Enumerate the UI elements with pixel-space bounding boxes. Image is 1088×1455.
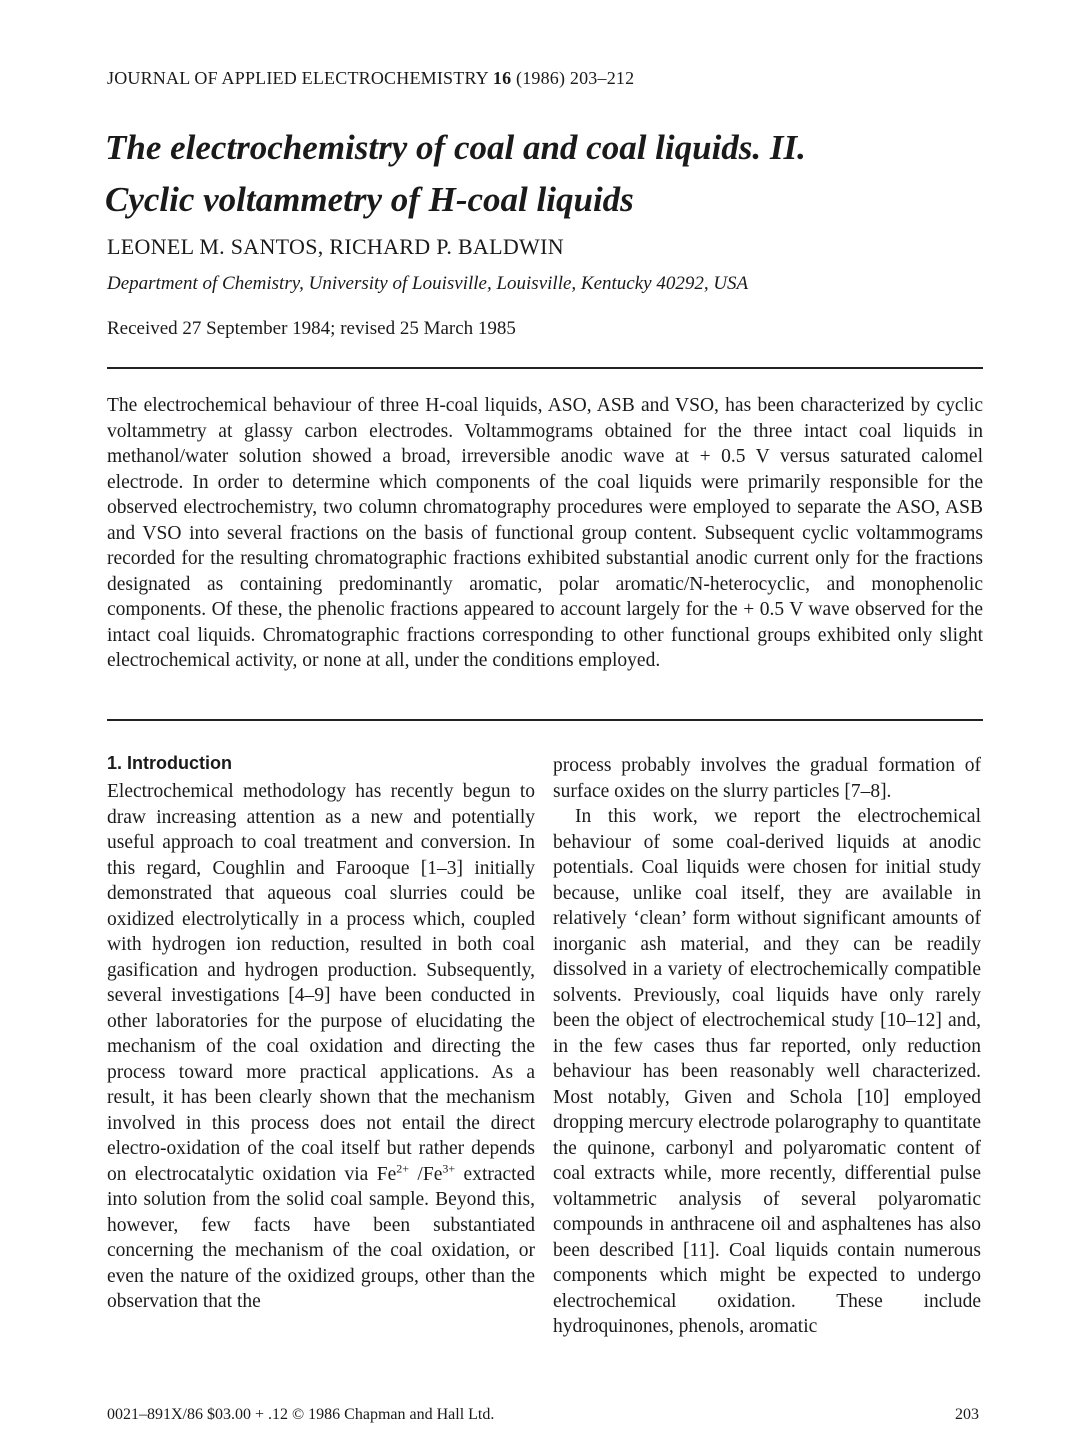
page-number: 203: [955, 1406, 979, 1423]
journal-volume: 16: [492, 68, 512, 88]
section-heading: 1. Introduction: [107, 753, 232, 773]
journal-year-pages: (1986) 203–212: [516, 68, 635, 88]
article-title: [105, 122, 1005, 226]
divider-bottom: [107, 719, 983, 721]
superscript-fe3: 3+: [442, 1161, 456, 1175]
superscript-fe2: 2+: [396, 1161, 410, 1175]
divider-top: [107, 367, 983, 369]
intro-text-a: Electrochemical methodology has recently begun to draw increasing attention as a new and potentially useful approach to coal treatment and conversion. In this regard, Coughlin and Farooque [1–3] initially demonstrated that aqueous coal slurries could be oxidized electrolytically in a process which, coupled with hydrogen ion reduction, resulted in both coal gasification and hydrogen production. Subsequently, several investigations [4–9] have been conducted in other laboratories for the purpose of elucidating the mechanism of the coal oxidation and directing the process toward more practical applications. As a result, it has been clearly shown that the mechanism involved in this process does not entail the direct electro-oxidation of the coal itself but rather depends on electrocatalytic oxidation via Fe: [107, 781, 535, 1185]
journal-header: [107, 68, 634, 89]
title-line-1: The electrochemistry of coal and coal liquids. II.: [105, 128, 806, 167]
left-column: [107, 779, 535, 1315]
intro-paragraph-2: In this work, we report the electrochemical behaviour of some coal-derived liquids at anodic potentials. Coal liquids were chosen for initial study because, unlike coal itself, they are available in relatively ‘clean’ form without significant amounts of inorganic ash material, and they can be readily dissolved in a variety of electrochemically compatible solvents. Previously, coal liquids have only rarely been the object of electrochemical study [10–12] and, in the few cases thus far reported, only reduction behaviour has been reasonably well characterized. Most notably, Given and Schola [10] employed dropping mercury electrode polarography to quantitate the quinone, carbonyl and polyaromatic content of coal extracts while, more recently, differential pulse voltammetric analysis of several polyaromatic compounds in anthracene oil and asphaltenes has also been described [11]. Coal liquids contain numerous components which might be expected to undergo electrochemical oxidation. These include hydroquinones, phenols, aromatic: [553, 806, 981, 1337]
authors: LEONEL M. SANTOS, RICHARD P. BALDWIN: [107, 234, 564, 259]
affiliation: Department of Chemistry, University of Louisville, Louisville, Kentucky 40292, USA: [107, 273, 749, 294]
abstract: The electrochemical behaviour of three H-coal liquids, ASO, ASB and VSO, has been characterized by cyclic voltammetry at glassy carbon electrodes. Voltammograms obtained for the three intact coal liquids in methanol/water solution showed a broad, irreversible anodic wave at + 0.5 V versus saturated calomel electrode. In order to determine which components of the coal liquids were primarily responsible for the observed electrochemistry, two column chromatography procedures were employed to separate the ASO, ASB and VSO into several fractions on the basis of functional group content. Subsequent cyclic voltammograms recorded for the resulting chromatographic fractions exhibited substantial anodic current only for the fractions designated as containing predominantly aromatic, polar aromatic/N-heterocyclic, and monophenolic components. Of these, the phenolic fractions appeared to account largely for the + 0.5 V wave observed for the intact coal liquids. Chromatographic fractions corresponding to other functional groups exhibited only slight electrochemical activity, or none at all, under the conditions employed.: [107, 395, 983, 671]
intro-text-b: extracted into solution from the solid coal sample. Beyond this, however, few facts have been substantiated concerning the mechanism of the coal oxidation, or even the nature of the oxidized groups, other than the observation that the: [107, 1163, 536, 1312]
intro-paragraph-continued: process probably involves the gradual formation of surface oxides on the slurry particles [7–8].: [553, 755, 981, 802]
intro-paragraph-1: [107, 779, 535, 1315]
intro-text-mid: /Fe: [409, 1163, 443, 1185]
footer-code: 0021–891X/86 $03.00 + .12 © 1986 Chapman and Hall Ltd.: [107, 1406, 495, 1423]
title-line-2: Cyclic voltammetry of H-coal liquids: [105, 180, 634, 219]
journal-name: JOURNAL OF APPLIED ELECTROCHEMISTRY: [107, 68, 489, 88]
right-column: [553, 753, 981, 1340]
received-dates: Received 27 September 1984; revised 25 March 1985: [107, 318, 516, 339]
